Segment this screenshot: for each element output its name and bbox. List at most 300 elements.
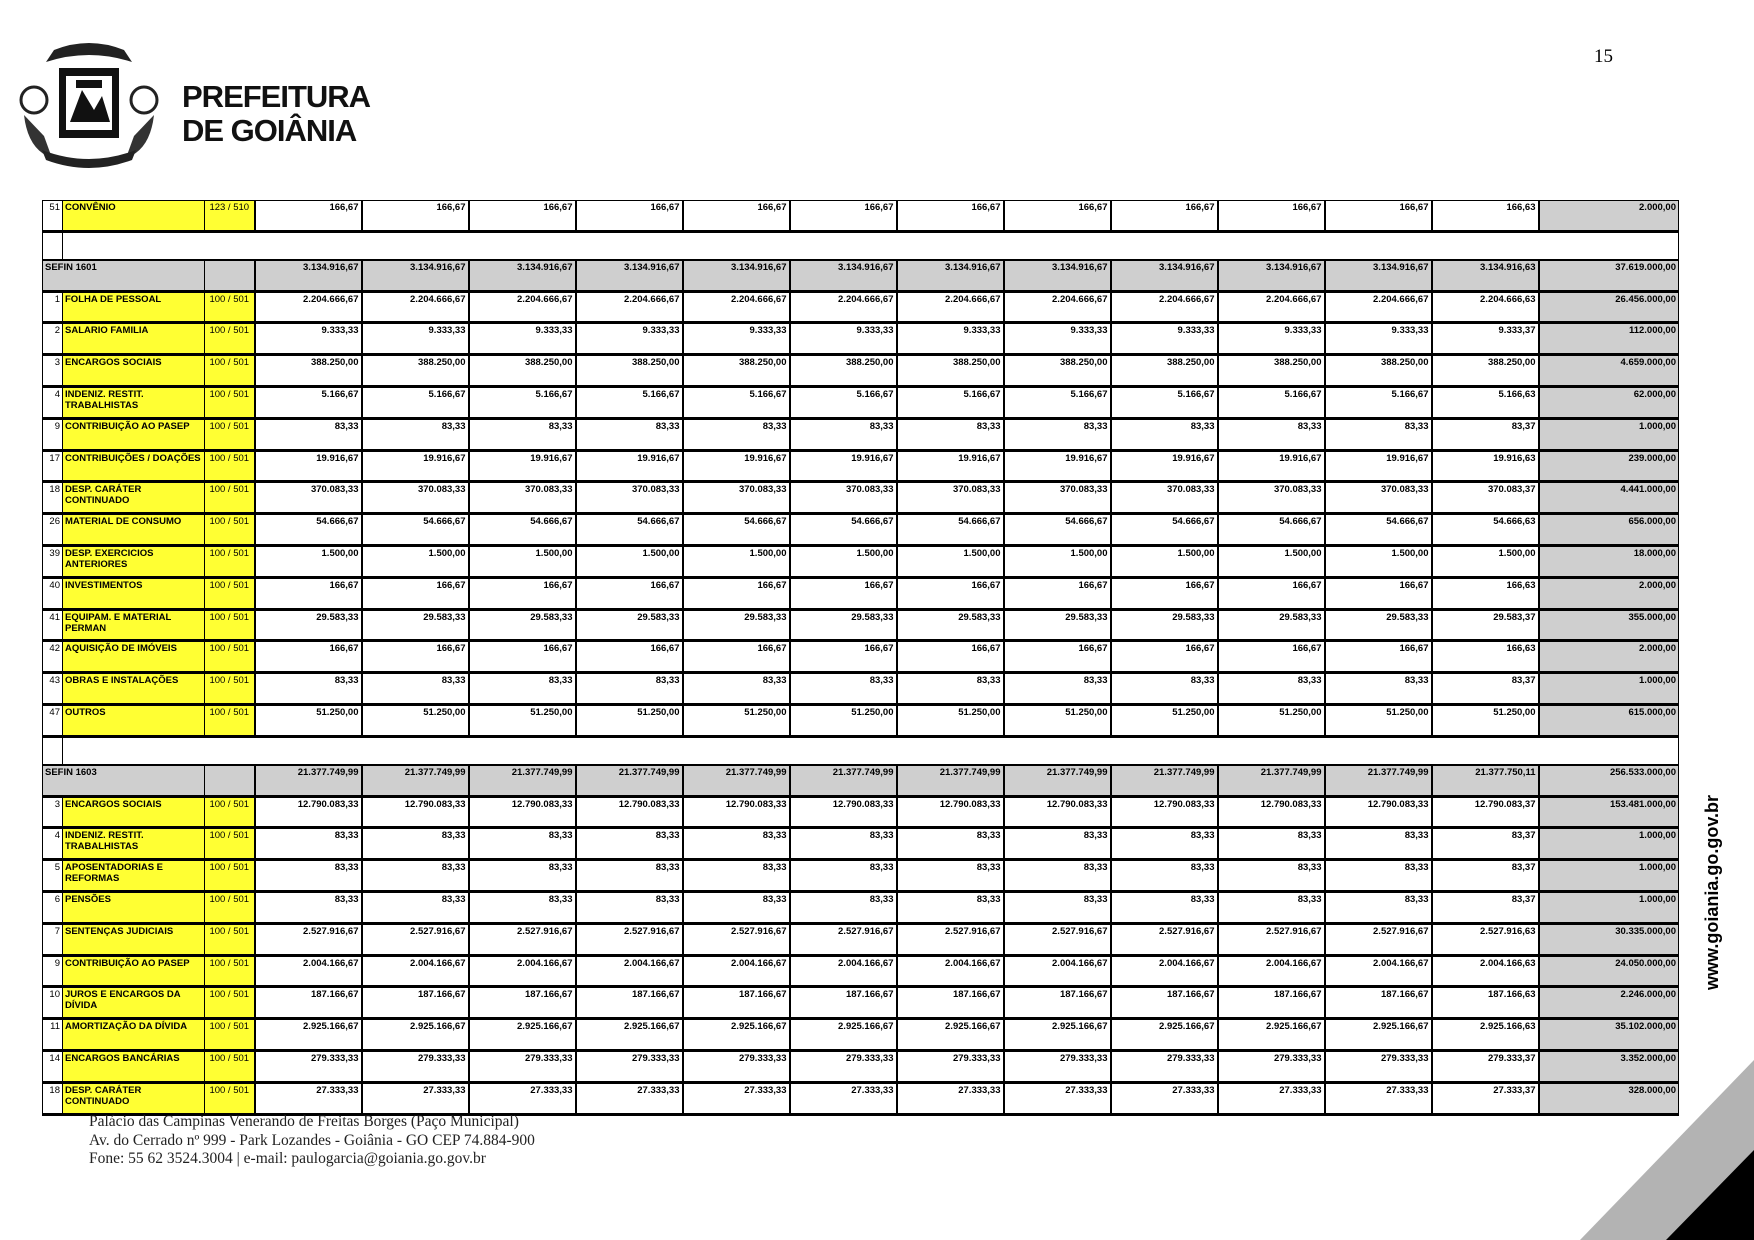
month-value: 9.333,33	[1325, 323, 1432, 355]
month-value: 2.925.166,67	[790, 1019, 897, 1051]
month-value: 2.204.666,67	[683, 291, 790, 323]
item-code: 18	[43, 1082, 63, 1114]
month-value: 166,67	[790, 641, 897, 673]
table-row	[43, 545, 1679, 577]
month-value: 2.004.166,67	[362, 955, 469, 987]
month-value: 12.790.083,33	[1325, 796, 1432, 828]
month-value: 83,33	[362, 891, 469, 923]
table-row	[43, 1082, 1679, 1114]
table-row	[43, 201, 1679, 232]
page-number: 15	[1594, 46, 1613, 67]
month-value: 187.166,67	[790, 987, 897, 1019]
item-name: CONTRIBUIÇÃO AO PASEP	[63, 955, 205, 987]
item-name: INDENIZ. RESTIT. TRABALHISTAS	[63, 828, 205, 860]
month-value: 1.500,00	[683, 545, 790, 577]
month-value: 2.004.166,67	[1111, 955, 1218, 987]
month-value: 166,67	[362, 641, 469, 673]
month-value: 1.500,00	[1432, 545, 1539, 577]
footer-line-1: Palácio das Campinas Venerando de Freitas Borges (Paço Municipal)	[89, 1113, 519, 1130]
month-value: 83,33	[576, 891, 683, 923]
row-total: 656.000,00	[1539, 514, 1679, 546]
month-value: 3.134.916,67	[469, 260, 576, 291]
month-value: 166,67	[1111, 201, 1218, 232]
section-label: SEFIN 1601	[43, 260, 205, 291]
month-value: 29.583,33	[897, 609, 1004, 641]
month-value: 166,67	[469, 641, 576, 673]
brand-line-2: DE GOIÂNIA	[182, 113, 357, 148]
month-value: 166,67	[1004, 641, 1111, 673]
month-value: 388.250,00	[790, 355, 897, 387]
row-total: 3.352.000,00	[1539, 1050, 1679, 1082]
month-value: 2.004.166,67	[897, 955, 1004, 987]
month-value: 166,67	[469, 201, 576, 232]
month-value: 19.916,67	[255, 450, 362, 482]
month-value: 21.377.749,99	[362, 765, 469, 796]
month-value: 54.666,67	[683, 514, 790, 546]
month-value: 83,33	[683, 828, 790, 860]
item-name: EQUIPAM. E MATERIAL PERMAN	[63, 609, 205, 641]
month-value: 2.925.166,67	[576, 1019, 683, 1051]
item-code: 47	[43, 704, 63, 736]
month-value: 83,33	[362, 673, 469, 705]
month-value: 2.204.666,67	[1325, 291, 1432, 323]
table-row	[43, 1019, 1679, 1051]
month-value: 2.527.916,67	[1325, 923, 1432, 955]
corner-triangle-decoration	[1580, 1060, 1754, 1240]
budget-table	[42, 200, 1679, 1116]
month-value: 370.083,33	[469, 482, 576, 514]
website-url-vertical: www.goiania.go.gov.br	[1702, 794, 1722, 990]
month-value: 1.500,00	[1218, 545, 1325, 577]
month-value: 27.333,33	[790, 1082, 897, 1114]
month-value: 279.333,33	[1218, 1050, 1325, 1082]
month-value: 3.134.916,67	[1111, 260, 1218, 291]
month-value: 12.790.083,33	[469, 796, 576, 828]
month-value: 166,67	[1218, 641, 1325, 673]
item-code: 9	[43, 418, 63, 450]
month-value: 166,67	[1004, 201, 1111, 232]
table-row	[43, 577, 1679, 609]
month-value: 51.250,00	[1325, 704, 1432, 736]
month-value: 388.250,00	[1325, 355, 1432, 387]
month-value: 83,33	[897, 828, 1004, 860]
month-value: 2.004.166,67	[1218, 955, 1325, 987]
table-row	[43, 673, 1679, 705]
month-value: 1.500,00	[576, 545, 683, 577]
footer-line-2: Av. do Cerrado nº 999 - Park Lozandes - Goiânia - GO CEP 74.884-900	[89, 1131, 535, 1149]
month-value: 166,67	[1325, 641, 1432, 673]
brand-wordmark	[182, 80, 370, 148]
month-value: 2.925.166,67	[897, 1019, 1004, 1051]
month-value: 5.166,67	[1111, 386, 1218, 418]
month-value: 166,67	[576, 577, 683, 609]
month-value: 83,33	[683, 673, 790, 705]
month-value: 29.583,33	[1218, 609, 1325, 641]
month-value: 187.166,63	[1432, 987, 1539, 1019]
month-value: 3.134.916,67	[1325, 260, 1432, 291]
month-value: 19.916,67	[469, 450, 576, 482]
row-total: 1.000,00	[1539, 828, 1679, 860]
row-total: 62.000,00	[1539, 386, 1679, 418]
month-value: 187.166,67	[1325, 987, 1432, 1019]
month-value: 51.250,00	[897, 704, 1004, 736]
month-value: 166,63	[1432, 201, 1539, 232]
month-value: 370.083,33	[362, 482, 469, 514]
month-value: 388.250,00	[362, 355, 469, 387]
month-value: 12.790.083,33	[576, 796, 683, 828]
source-code: 100 / 501	[205, 860, 255, 892]
month-value: 19.916,67	[362, 450, 469, 482]
month-value: 2.004.166,63	[1432, 955, 1539, 987]
month-value: 2.925.166,67	[1325, 1019, 1432, 1051]
item-code: 4	[43, 828, 63, 860]
month-value: 2.204.666,67	[362, 291, 469, 323]
item-name: APOSENTADORIAS E REFORMAS	[63, 860, 205, 892]
item-code: 6	[43, 891, 63, 923]
month-value: 187.166,67	[469, 987, 576, 1019]
month-value: 9.333,33	[1111, 323, 1218, 355]
source-code: 100 / 501	[205, 704, 255, 736]
item-code: 9	[43, 955, 63, 987]
table-row	[43, 291, 1679, 323]
source-code: 123 / 510	[205, 201, 255, 232]
month-value: 388.250,00	[1432, 355, 1539, 387]
month-value: 83,33	[255, 860, 362, 892]
month-value: 83,33	[1325, 860, 1432, 892]
month-value: 9.333,33	[362, 323, 469, 355]
month-value: 12.790.083,33	[683, 796, 790, 828]
month-value: 19.916,67	[1325, 450, 1432, 482]
month-value: 2.004.166,67	[683, 955, 790, 987]
month-value: 2.527.916,67	[469, 923, 576, 955]
month-value: 370.083,33	[1325, 482, 1432, 514]
month-value: 3.134.916,67	[255, 260, 362, 291]
item-code: 7	[43, 923, 63, 955]
row-total: 328.000,00	[1539, 1082, 1679, 1114]
month-value: 21.377.749,99	[469, 765, 576, 796]
month-value: 83,33	[1004, 891, 1111, 923]
month-value: 83,33	[1111, 891, 1218, 923]
month-value: 187.166,67	[897, 987, 1004, 1019]
item-code: 26	[43, 514, 63, 546]
month-value: 27.333,33	[897, 1082, 1004, 1114]
month-value: 166,67	[576, 641, 683, 673]
month-value: 19.916,67	[1004, 450, 1111, 482]
month-value: 21.377.749,99	[1111, 765, 1218, 796]
month-value: 388.250,00	[576, 355, 683, 387]
month-value: 166,67	[255, 201, 362, 232]
item-name: AMORTIZAÇÃO DA DÍVIDA	[63, 1019, 205, 1051]
month-value: 83,33	[255, 828, 362, 860]
month-value: 83,33	[1004, 673, 1111, 705]
month-value: 166,67	[1325, 577, 1432, 609]
source-code: 100 / 501	[205, 482, 255, 514]
month-value: 51.250,00	[362, 704, 469, 736]
table-row	[43, 891, 1679, 923]
section-row	[43, 260, 1679, 291]
month-value: 166,67	[897, 641, 1004, 673]
month-value: 187.166,67	[1111, 987, 1218, 1019]
month-value: 166,67	[683, 577, 790, 609]
month-value: 388.250,00	[255, 355, 362, 387]
source-code: 100 / 501	[205, 291, 255, 323]
source-code: 100 / 501	[205, 545, 255, 577]
month-value: 3.134.916,67	[576, 260, 683, 291]
item-code: 14	[43, 1050, 63, 1082]
month-value: 2.204.666,67	[255, 291, 362, 323]
month-value: 12.790.083,33	[790, 796, 897, 828]
month-value: 21.377.749,99	[683, 765, 790, 796]
item-name: SENTENÇAS JUDICIAIS	[63, 923, 205, 955]
month-value: 166,67	[683, 641, 790, 673]
month-value: 83,37	[1432, 673, 1539, 705]
month-value: 2.527.916,63	[1432, 923, 1539, 955]
row-total: 615.000,00	[1539, 704, 1679, 736]
source-code: 100 / 501	[205, 386, 255, 418]
item-name: OBRAS E INSTALAÇÕES	[63, 673, 205, 705]
month-value: 83,33	[1325, 418, 1432, 450]
month-value: 9.333,33	[683, 323, 790, 355]
month-value: 27.333,33	[1218, 1082, 1325, 1114]
row-total: 153.481.000,00	[1539, 796, 1679, 828]
month-value: 54.666,63	[1432, 514, 1539, 546]
month-value: 5.166,67	[790, 386, 897, 418]
item-name: DESP. CARÁTER CONTINUADO	[63, 1082, 205, 1114]
month-value: 54.666,67	[790, 514, 897, 546]
month-value: 3.134.916,67	[683, 260, 790, 291]
month-value: 83,33	[1004, 860, 1111, 892]
month-value: 83,33	[469, 891, 576, 923]
item-name: INVESTIMENTOS	[63, 577, 205, 609]
item-code: 42	[43, 641, 63, 673]
month-value: 83,33	[255, 891, 362, 923]
spacer-cell	[63, 231, 1679, 260]
table-row	[43, 482, 1679, 514]
month-value: 21.377.749,99	[255, 765, 362, 796]
month-value: 2.925.166,63	[1432, 1019, 1539, 1051]
month-value: 9.333,33	[576, 323, 683, 355]
month-value: 166,67	[362, 201, 469, 232]
item-name: MATERIAL DE CONSUMO	[63, 514, 205, 546]
month-value: 2.204.666,67	[469, 291, 576, 323]
month-value: 2.925.166,67	[1004, 1019, 1111, 1051]
month-value: 187.166,67	[1218, 987, 1325, 1019]
month-value: 2.527.916,67	[576, 923, 683, 955]
month-value: 27.333,33	[576, 1082, 683, 1114]
item-code: 3	[43, 355, 63, 387]
month-value: 166,67	[362, 577, 469, 609]
month-value: 279.333,33	[576, 1050, 683, 1082]
month-value: 83,33	[790, 891, 897, 923]
month-value: 83,33	[1004, 828, 1111, 860]
row-total: 2.000,00	[1539, 641, 1679, 673]
month-value: 2.004.166,67	[576, 955, 683, 987]
month-value: 2.527.916,67	[1111, 923, 1218, 955]
city-coat-of-arms-logo	[14, 40, 164, 168]
month-value: 83,33	[576, 860, 683, 892]
month-value: 279.333,33	[897, 1050, 1004, 1082]
table-row	[43, 323, 1679, 355]
month-value: 19.916,63	[1432, 450, 1539, 482]
month-value: 187.166,67	[683, 987, 790, 1019]
month-value: 1.500,00	[362, 545, 469, 577]
month-value: 5.166,67	[683, 386, 790, 418]
month-value: 2.527.916,67	[1004, 923, 1111, 955]
month-value: 1.500,00	[1111, 545, 1218, 577]
source-code: 100 / 501	[205, 987, 255, 1019]
month-value: 3.134.916,63	[1432, 260, 1539, 291]
item-name: ENCARGOS SOCIAIS	[63, 355, 205, 387]
month-value: 166,67	[790, 201, 897, 232]
month-value: 2.925.166,67	[1218, 1019, 1325, 1051]
month-value: 5.166,67	[1325, 386, 1432, 418]
month-value: 83,33	[1218, 673, 1325, 705]
month-value: 83,33	[1004, 418, 1111, 450]
month-value: 83,33	[576, 828, 683, 860]
month-value: 83,33	[897, 860, 1004, 892]
month-value: 54.666,67	[576, 514, 683, 546]
source-code: 100 / 501	[205, 955, 255, 987]
month-value: 166,67	[1218, 201, 1325, 232]
month-value: 9.333,33	[255, 323, 362, 355]
source-code: 100 / 501	[205, 1050, 255, 1082]
table-row	[43, 923, 1679, 955]
source-code: 100 / 501	[205, 796, 255, 828]
month-value: 51.250,00	[1218, 704, 1325, 736]
month-value: 54.666,67	[469, 514, 576, 546]
month-value: 279.333,33	[255, 1050, 362, 1082]
spacer-row	[43, 231, 1679, 260]
month-value: 51.250,00	[469, 704, 576, 736]
month-value: 279.333,33	[1111, 1050, 1218, 1082]
month-value: 83,37	[1432, 891, 1539, 923]
item-code: 51	[43, 201, 63, 232]
month-value: 1.500,00	[1004, 545, 1111, 577]
month-value: 27.333,33	[1325, 1082, 1432, 1114]
month-value: 2.204.666,67	[897, 291, 1004, 323]
source-code: 100 / 501	[205, 450, 255, 482]
item-name: DESP. CARÁTER CONTINUADO	[63, 482, 205, 514]
month-value: 2.204.666,67	[790, 291, 897, 323]
month-value: 54.666,67	[1325, 514, 1432, 546]
month-value: 370.083,33	[255, 482, 362, 514]
month-value: 51.250,00	[1432, 704, 1539, 736]
row-total: 18.000,00	[1539, 545, 1679, 577]
month-value: 388.250,00	[897, 355, 1004, 387]
spacer-cell	[63, 736, 1679, 765]
month-value: 83,33	[1218, 891, 1325, 923]
month-value: 19.916,67	[897, 450, 1004, 482]
month-value: 388.250,00	[1218, 355, 1325, 387]
month-value: 2.527.916,67	[790, 923, 897, 955]
row-total: 355.000,00	[1539, 609, 1679, 641]
month-value: 3.134.916,67	[362, 260, 469, 291]
month-value: 83,33	[362, 418, 469, 450]
row-total: 1.000,00	[1539, 673, 1679, 705]
month-value: 51.250,00	[683, 704, 790, 736]
brand-line-1: PREFEITURA	[182, 79, 371, 114]
month-value: 83,33	[469, 673, 576, 705]
month-value: 9.333,33	[469, 323, 576, 355]
month-value: 166,67	[1325, 201, 1432, 232]
month-value: 29.583,33	[790, 609, 897, 641]
month-value: 54.666,67	[255, 514, 362, 546]
month-value: 279.333,37	[1432, 1050, 1539, 1082]
month-value: 27.333,33	[362, 1082, 469, 1114]
row-total: 1.000,00	[1539, 418, 1679, 450]
month-value: 83,33	[1218, 418, 1325, 450]
month-value: 2.204.666,67	[576, 291, 683, 323]
month-value: 9.333,37	[1432, 323, 1539, 355]
month-value: 19.916,67	[790, 450, 897, 482]
month-value: 2.204.666,67	[1111, 291, 1218, 323]
month-value: 9.333,33	[897, 323, 1004, 355]
month-value: 2.204.666,67	[1218, 291, 1325, 323]
table-row	[43, 641, 1679, 673]
month-value: 83,33	[897, 891, 1004, 923]
month-value: 166,67	[1111, 641, 1218, 673]
month-value: 83,33	[469, 860, 576, 892]
section-label: SEFIN 1603	[43, 765, 205, 796]
source-code: 100 / 501	[205, 923, 255, 955]
month-value: 21.377.750,11	[1432, 765, 1539, 796]
table-row	[43, 1050, 1679, 1082]
item-code: 4	[43, 386, 63, 418]
month-value: 2.925.166,67	[255, 1019, 362, 1051]
source-code: 100 / 501	[205, 1019, 255, 1051]
month-value: 83,33	[897, 418, 1004, 450]
month-value: 83,33	[255, 673, 362, 705]
month-value: 279.333,33	[362, 1050, 469, 1082]
month-value: 83,33	[790, 418, 897, 450]
month-value: 83,33	[1325, 891, 1432, 923]
item-code: 18	[43, 482, 63, 514]
month-value: 83,37	[1432, 828, 1539, 860]
month-value: 3.134.916,67	[1218, 260, 1325, 291]
table-row	[43, 450, 1679, 482]
source-code: 100 / 501	[205, 609, 255, 641]
month-value: 12.790.083,33	[1111, 796, 1218, 828]
month-value: 388.250,00	[1004, 355, 1111, 387]
month-value: 9.333,33	[790, 323, 897, 355]
month-value: 2.204.666,67	[1004, 291, 1111, 323]
item-name: INDENIZ. RESTIT. TRABALHISTAS	[63, 386, 205, 418]
month-value: 12.790.083,33	[255, 796, 362, 828]
month-value: 5.166,67	[897, 386, 1004, 418]
month-value: 51.250,00	[1111, 704, 1218, 736]
item-code: 3	[43, 796, 63, 828]
item-code: 39	[43, 545, 63, 577]
item-code: 1	[43, 291, 63, 323]
month-value: 12.790.083,33	[1004, 796, 1111, 828]
month-value: 3.134.916,67	[897, 260, 1004, 291]
month-value: 21.377.749,99	[897, 765, 1004, 796]
month-value: 29.583,37	[1432, 609, 1539, 641]
month-value: 2.925.166,67	[362, 1019, 469, 1051]
month-value: 29.583,33	[362, 609, 469, 641]
month-value: 29.583,33	[469, 609, 576, 641]
item-code: 11	[43, 1019, 63, 1051]
month-value: 370.083,33	[897, 482, 1004, 514]
month-value: 5.166,67	[576, 386, 683, 418]
month-value: 370.083,33	[1111, 482, 1218, 514]
month-value: 21.377.749,99	[1218, 765, 1325, 796]
month-value: 83,33	[362, 828, 469, 860]
month-value: 5.166,67	[1218, 386, 1325, 418]
table-row	[43, 955, 1679, 987]
month-value: 83,37	[1432, 418, 1539, 450]
month-value: 9.333,33	[1218, 323, 1325, 355]
